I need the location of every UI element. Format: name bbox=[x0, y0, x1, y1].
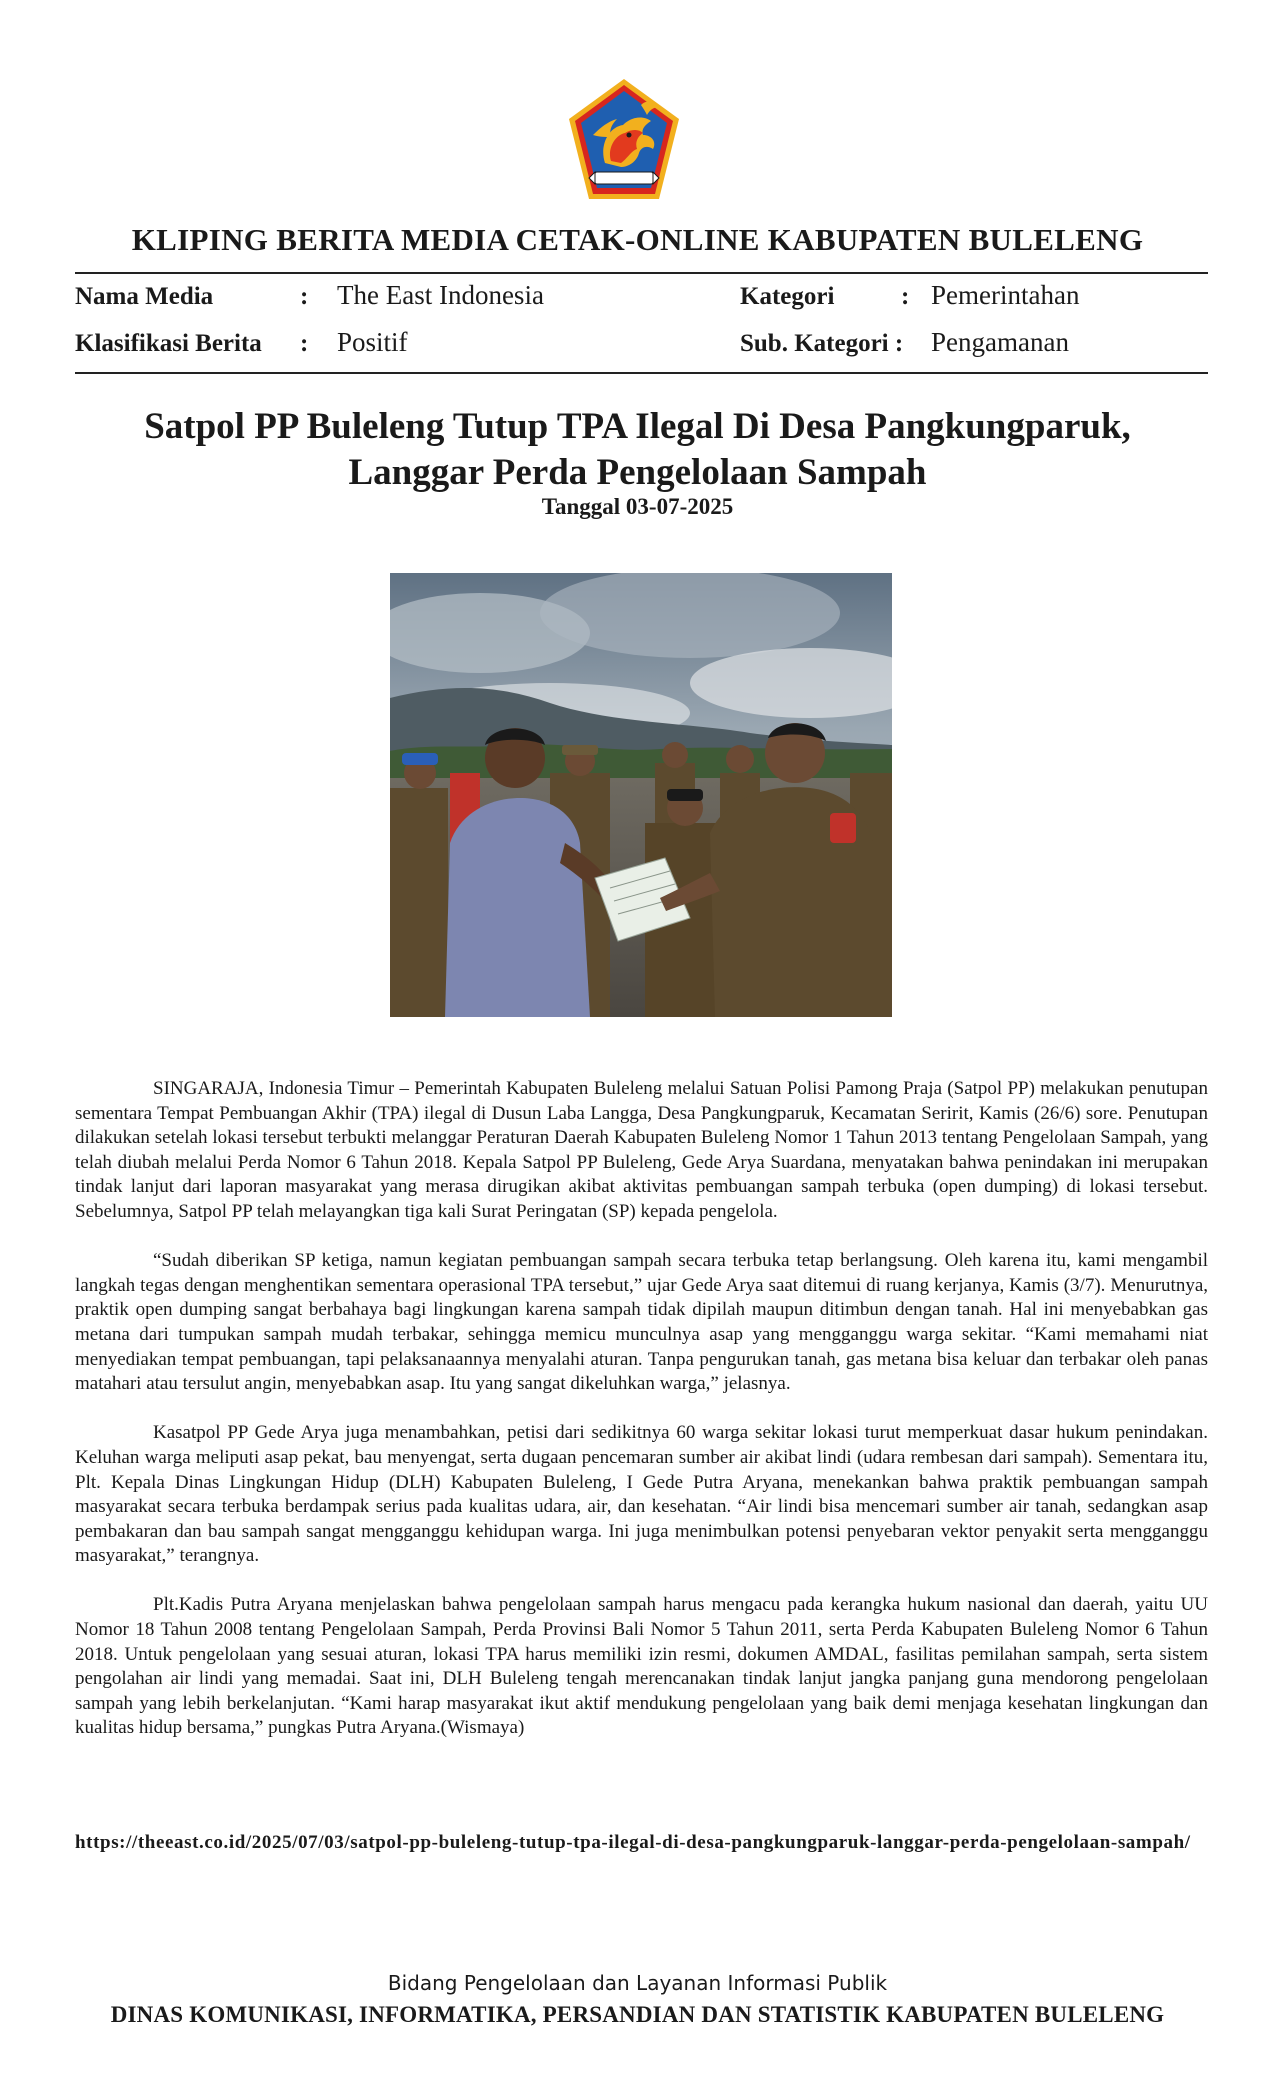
meta-row-1 bbox=[75, 280, 1208, 323]
article-body bbox=[75, 1077, 1208, 1766]
article-paragraph-1: SINGARAJA, Indonesia Timur – Pemerintah Kabupaten Buleleng melalui Satuan Polisi Pamong Praja (Satpol PP) melakukan penutupan sementara Tempat Pembuangan Akhir (TPA) ilegal di Dusun Laba Langga, Desa Pangkungparuk, Kecamatan Seririt, Kamis (26/6) sore. Penutupan dilakukan setelah lokasi tersebut terbukti melanggar Peraturan Daerah Kabupaten Buleleng Nomor 1 Tahun 2013 tentang Pengelolaan Sampah, yang telah diubah melalui Perda Nomor 6 Tahun 2018. Kepala Satpol PP Buleleng, Gede Arya Suardana, menyatakan bahwa penindakan ini merupakan tindak lanjut dari laporan masyarakat yang merasa dirugikan akibat aktivitas pembuangan sampah terbuka (open dumping) di lokasi tersebut. Sebelumnya, Satpol PP telah melayangkan tiga kali Surat Peringatan (SP) kepada pengelola. bbox=[75, 1078, 1208, 1222]
klasifikasi-value: Positif bbox=[337, 327, 408, 357]
article-photo bbox=[390, 573, 892, 1017]
klasifikasi-label: Klasifikasi Berita bbox=[75, 330, 262, 357]
document-title: KLIPING BERITA MEDIA CETAK-ONLINE KABUPATEN BULELENG bbox=[131, 222, 1144, 257]
article-paragraph-2: “Sudah diberikan SP ketiga, namun kegiatan pembuangan sampah secara terbuka tetap berlangsung. Oleh karena itu, kami mengambil langkah tegas dengan menghentikan sementara operasional TPA tersebut,” ujar Gede Arya saat ditemui di ruang kerjanya, Kamis (3/7). Menurutnya, praktik open dumping sangat berbahaya bagi lingkungan karena sampah tidak dipilah maupun ditimbun dengan tanah. Hal ini menyebabkan gas metana dari tumpukan sampah mudah terbakar, sehingga memicu munculnya asap yang mengganggu warga sekitar. “Kami memahami niat menyediakan tempat pembuangan, tapi pelaksanaannya menyalahi aturan. Tanpa pengurukan tanah, gas metana bisa keluar dan terbakar oleh panas matahari atau tersulut angin, menyebabkan asap. Itu yang sangat dikeluhkan warga,” jelasnya. bbox=[75, 1250, 1208, 1395]
headline-line-1: Satpol PP Buleleng Tutup TPA Ilegal Di Desa Pangkungparuk, bbox=[144, 406, 1131, 447]
subkategori-value: Pengamanan bbox=[931, 327, 1069, 357]
media-value: The East Indonesia bbox=[337, 280, 544, 310]
article-paragraph-3: Kasatpol PP Gede Arya juga menambahkan, petisi dari sedikitnya 60 warga sekitar lokasi turut memperkuat dasar hukum penindakan. Keluhan warga meliputi asap pekat, bau menyengat, serta dugaan pencemaran sumber air akibat lindi (udara rembesan dari sampah). Sementara itu, Plt. Kepala Dinas Lingkungan Hidup (DLH) Kabupaten Buleleng, I Gede Putra Aryana, menekankan bahwa praktik pembuangan sampah masyarakat secara terbuka berdampak serius pada kualitas udara, air, dan kesehatan. “Air lindi bisa mencemari sumber air tanah, sedangkan asap pembakaran dan bau sampah sangat mengganggu kehidupan warga. Ini juga menimbulkan potensi penyebaran vektor penyakit serta mengganggu masyarakat,” terangnya. bbox=[75, 1422, 1208, 1567]
media-label: Nama Media bbox=[75, 283, 214, 310]
divider-bottom bbox=[75, 372, 1208, 374]
divider-top bbox=[75, 272, 1208, 274]
article-date: Tanggal 03-07-2025 bbox=[541, 494, 734, 519]
buleleng-crest-logo bbox=[565, 75, 683, 203]
kategori-colon: : bbox=[901, 283, 910, 310]
media-colon: : bbox=[300, 283, 309, 310]
source-url-link[interactable]: https://theeast.co.id/2025/07/03/satpol-pp-buleleng-tutup-tpa-ilegal-di-desa-pangkungparuk-langgar-perda-pengelolaan-sampah/ bbox=[75, 1832, 1191, 1853]
klasifikasi-colon: : bbox=[300, 330, 309, 357]
headline-line-2: Langgar Perda Pengelolaan Sampah bbox=[348, 452, 927, 493]
article-headline bbox=[0, 404, 1275, 496]
footer-division: Bidang Pengelolaan dan Layanan Informasi Publik bbox=[387, 1971, 888, 1995]
kategori-value: Pemerintahan bbox=[931, 280, 1080, 310]
kategori-label: Kategori bbox=[740, 283, 835, 310]
footer-agency: DINAS KOMUNIKASI, INFORMATIKA, PERSANDIAN DAN STATISTIK KABUPATEN BULELENG bbox=[110, 2002, 1165, 2027]
meta-row-2 bbox=[75, 327, 1208, 370]
subkategori-label: Sub. Kategori : bbox=[740, 330, 904, 357]
article-paragraph-4: Plt.Kadis Putra Aryana menjelaskan bahwa pengelolaan sampah harus mengacu pada kerangka hukum nasional dan daerah, yaitu UU Nomor 18 Tahun 2008 tentang Pengelolaan Sampah, Perda Provinsi Bali Nomor 5 Tahun 2011, serta Perda Kabupaten Buleleng Nomor 6 Tahun 2018. Untuk pengelolaan yang sesuai aturan, lokasi TPA harus memiliki izin resmi, dokumen AMDAL, fasilitas pemilahan sampah, serta sistem pengolahan air lindi yang memadai. Saat ini, DLH Buleleng tengah merencanakan tindak lanjut jangka panjang guna mendorong pengelolaan sampah yang lebih berkelanjutan. “Kami harap masyarakat ikut aktif mendukung pengelolaan yang baik demi menjaga kesehatan lingkungan dan kualitas hidup bersama,” pungkas Putra Aryana.(Wismaya) bbox=[75, 1594, 1208, 1739]
